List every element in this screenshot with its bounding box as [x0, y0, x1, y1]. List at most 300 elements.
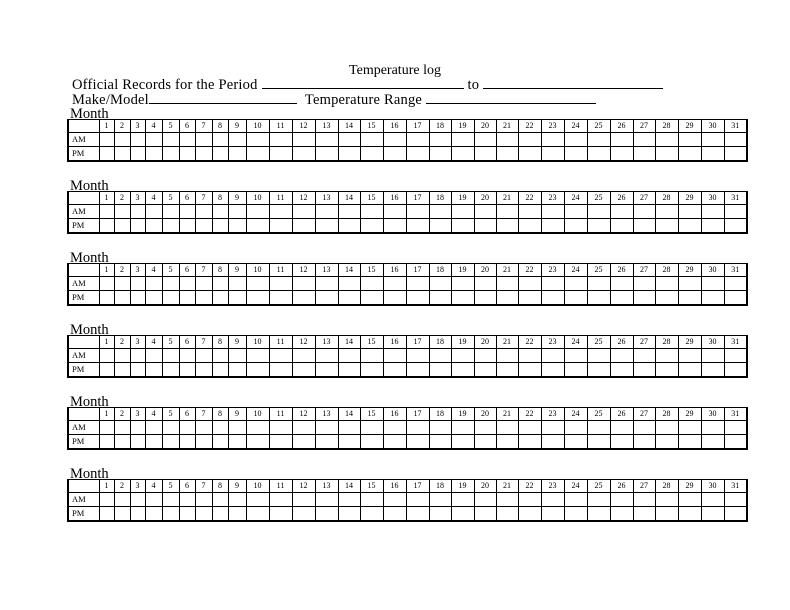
- temperature-entry-cell[interactable]: [496, 421, 518, 435]
- temperature-entry-cell[interactable]: [678, 277, 701, 291]
- temperature-entry-cell[interactable]: [610, 507, 633, 522]
- temperature-entry-cell[interactable]: [701, 205, 724, 219]
- temperature-entry-cell[interactable]: [610, 363, 633, 378]
- temperature-entry-cell[interactable]: [315, 349, 338, 363]
- temperature-entry-cell[interactable]: [195, 277, 212, 291]
- temperature-entry-cell[interactable]: [212, 205, 228, 219]
- temperature-entry-cell[interactable]: [496, 291, 518, 306]
- temperature-entry-cell[interactable]: [195, 349, 212, 363]
- temperature-entry-cell[interactable]: [99, 205, 114, 219]
- temperature-entry-cell[interactable]: [474, 421, 496, 435]
- temperature-entry-cell[interactable]: [269, 205, 292, 219]
- temperature-entry-cell[interactable]: [406, 147, 429, 162]
- temperature-entry-cell[interactable]: [292, 219, 315, 234]
- temperature-entry-cell[interactable]: [228, 147, 246, 162]
- temperature-entry-cell[interactable]: [701, 291, 724, 306]
- temperature-entry-cell[interactable]: [383, 147, 406, 162]
- temperature-entry-cell[interactable]: [179, 133, 195, 147]
- temperature-entry-cell[interactable]: [587, 421, 610, 435]
- temperature-entry-cell[interactable]: [610, 435, 633, 450]
- temperature-entry-cell[interactable]: [610, 291, 633, 306]
- temperature-entry-cell[interactable]: [246, 291, 269, 306]
- temperature-entry-cell[interactable]: [678, 205, 701, 219]
- temperature-entry-cell[interactable]: [541, 147, 564, 162]
- temperature-entry-cell[interactable]: [130, 277, 145, 291]
- temperature-entry-cell[interactable]: [179, 493, 195, 507]
- temperature-entry-cell[interactable]: [145, 133, 162, 147]
- temperature-entry-cell[interactable]: [338, 349, 360, 363]
- temperature-entry-cell[interactable]: [195, 205, 212, 219]
- temperature-entry-cell[interactable]: [518, 421, 541, 435]
- temperature-entry-cell[interactable]: [212, 291, 228, 306]
- temperature-entry-cell[interactable]: [655, 493, 678, 507]
- temperature-entry-cell[interactable]: [228, 435, 246, 450]
- temperature-entry-cell[interactable]: [655, 133, 678, 147]
- temperature-entry-cell[interactable]: [360, 421, 383, 435]
- temperature-entry-cell[interactable]: [564, 219, 587, 234]
- temperature-entry-cell[interactable]: [724, 435, 747, 450]
- temperature-entry-cell[interactable]: [179, 363, 195, 378]
- temperature-entry-cell[interactable]: [633, 291, 655, 306]
- temperature-entry-cell[interactable]: [451, 507, 474, 522]
- temperature-entry-cell[interactable]: [383, 349, 406, 363]
- temperature-entry-cell[interactable]: [724, 493, 747, 507]
- temperature-entry-cell[interactable]: [269, 435, 292, 450]
- temperature-entry-cell[interactable]: [338, 435, 360, 450]
- temperature-entry-cell[interactable]: [145, 219, 162, 234]
- temperature-entry-cell[interactable]: [246, 421, 269, 435]
- temperature-entry-cell[interactable]: [610, 277, 633, 291]
- temperature-entry-cell[interactable]: [429, 205, 451, 219]
- temperature-entry-cell[interactable]: [212, 349, 228, 363]
- temperature-entry-cell[interactable]: [338, 421, 360, 435]
- temperature-entry-cell[interactable]: [655, 219, 678, 234]
- temperature-entry-cell[interactable]: [633, 277, 655, 291]
- temperature-entry-cell[interactable]: [315, 147, 338, 162]
- temperature-entry-cell[interactable]: [315, 277, 338, 291]
- temperature-entry-cell[interactable]: [246, 219, 269, 234]
- temperature-entry-cell[interactable]: [360, 507, 383, 522]
- temperature-entry-cell[interactable]: [162, 363, 179, 378]
- temperature-entry-cell[interactable]: [406, 291, 429, 306]
- temperature-entry-cell[interactable]: [474, 493, 496, 507]
- temperature-entry-cell[interactable]: [246, 363, 269, 378]
- temperature-entry-cell[interactable]: [114, 349, 130, 363]
- temperature-entry-cell[interactable]: [655, 507, 678, 522]
- temperature-entry-cell[interactable]: [269, 363, 292, 378]
- period-start-field[interactable]: [262, 77, 464, 89]
- temperature-entry-cell[interactable]: [145, 291, 162, 306]
- temperature-entry-cell[interactable]: [228, 291, 246, 306]
- temperature-entry-cell[interactable]: [179, 435, 195, 450]
- temperature-entry-cell[interactable]: [564, 493, 587, 507]
- temperature-entry-cell[interactable]: [130, 507, 145, 522]
- temperature-entry-cell[interactable]: [195, 435, 212, 450]
- temperature-entry-cell[interactable]: [114, 219, 130, 234]
- temperature-entry-cell[interactable]: [145, 205, 162, 219]
- temperature-entry-cell[interactable]: [130, 363, 145, 378]
- temperature-entry-cell[interactable]: [678, 291, 701, 306]
- temperature-entry-cell[interactable]: [145, 421, 162, 435]
- temperature-entry-cell[interactable]: [179, 291, 195, 306]
- temperature-entry-cell[interactable]: [99, 291, 114, 306]
- temperature-entry-cell[interactable]: [633, 363, 655, 378]
- temperature-entry-cell[interactable]: [145, 435, 162, 450]
- temperature-entry-cell[interactable]: [678, 493, 701, 507]
- temperature-entry-cell[interactable]: [162, 205, 179, 219]
- temperature-entry-cell[interactable]: [338, 219, 360, 234]
- temperature-entry-cell[interactable]: [633, 219, 655, 234]
- temperature-entry-cell[interactable]: [474, 277, 496, 291]
- temperature-entry-cell[interactable]: [360, 277, 383, 291]
- temperature-entry-cell[interactable]: [518, 205, 541, 219]
- temperature-entry-cell[interactable]: [587, 349, 610, 363]
- temperature-entry-cell[interactable]: [114, 507, 130, 522]
- temperature-entry-cell[interactable]: [212, 277, 228, 291]
- temperature-entry-cell[interactable]: [315, 363, 338, 378]
- temperature-entry-cell[interactable]: [269, 493, 292, 507]
- temperature-entry-cell[interactable]: [701, 349, 724, 363]
- temperature-entry-cell[interactable]: [292, 277, 315, 291]
- temperature-entry-cell[interactable]: [212, 421, 228, 435]
- temperature-entry-cell[interactable]: [360, 493, 383, 507]
- temperature-entry-cell[interactable]: [162, 349, 179, 363]
- temperature-entry-cell[interactable]: [114, 205, 130, 219]
- temperature-entry-cell[interactable]: [179, 421, 195, 435]
- temperature-entry-cell[interactable]: [383, 493, 406, 507]
- temperature-entry-cell[interactable]: [633, 421, 655, 435]
- temperature-entry-cell[interactable]: [518, 219, 541, 234]
- temperature-entry-cell[interactable]: [518, 507, 541, 522]
- temperature-entry-cell[interactable]: [451, 349, 474, 363]
- temperature-entry-cell[interactable]: [99, 363, 114, 378]
- temperature-entry-cell[interactable]: [292, 421, 315, 435]
- temperature-entry-cell[interactable]: [315, 205, 338, 219]
- temperature-entry-cell[interactable]: [655, 291, 678, 306]
- temperature-entry-cell[interactable]: [383, 133, 406, 147]
- temperature-entry-cell[interactable]: [633, 493, 655, 507]
- temperature-entry-cell[interactable]: [315, 421, 338, 435]
- temperature-entry-cell[interactable]: [360, 435, 383, 450]
- temperature-entry-cell[interactable]: [678, 421, 701, 435]
- temperature-entry-cell[interactable]: [429, 435, 451, 450]
- temperature-entry-cell[interactable]: [474, 147, 496, 162]
- temperature-entry-cell[interactable]: [541, 349, 564, 363]
- temperature-entry-cell[interactable]: [99, 421, 114, 435]
- temperature-entry-cell[interactable]: [406, 133, 429, 147]
- temperature-entry-cell[interactable]: [130, 219, 145, 234]
- temperature-entry-cell[interactable]: [518, 435, 541, 450]
- temperature-entry-cell[interactable]: [518, 493, 541, 507]
- temperature-entry-cell[interactable]: [195, 507, 212, 522]
- temperature-entry-cell[interactable]: [99, 507, 114, 522]
- temperature-entry-cell[interactable]: [610, 219, 633, 234]
- temperature-entry-cell[interactable]: [145, 363, 162, 378]
- temperature-entry-cell[interactable]: [338, 493, 360, 507]
- temperature-entry-cell[interactable]: [145, 349, 162, 363]
- temperature-entry-cell[interactable]: [269, 507, 292, 522]
- temperature-entry-cell[interactable]: [145, 147, 162, 162]
- temperature-entry-cell[interactable]: [724, 349, 747, 363]
- temperature-entry-cell[interactable]: [451, 421, 474, 435]
- temperature-entry-cell[interactable]: [474, 205, 496, 219]
- temperature-entry-cell[interactable]: [315, 219, 338, 234]
- temperature-entry-cell[interactable]: [162, 291, 179, 306]
- temperature-entry-cell[interactable]: [406, 277, 429, 291]
- temperature-entry-cell[interactable]: [315, 435, 338, 450]
- temperature-entry-cell[interactable]: [429, 349, 451, 363]
- temperature-entry-cell[interactable]: [292, 507, 315, 522]
- temperature-entry-cell[interactable]: [429, 507, 451, 522]
- temperature-entry-cell[interactable]: [383, 363, 406, 378]
- temperature-entry-cell[interactable]: [518, 133, 541, 147]
- temperature-entry-cell[interactable]: [130, 291, 145, 306]
- temperature-entry-cell[interactable]: [228, 507, 246, 522]
- temperature-entry-cell[interactable]: [315, 133, 338, 147]
- temperature-entry-cell[interactable]: [406, 421, 429, 435]
- temperature-entry-cell[interactable]: [587, 435, 610, 450]
- temperature-entry-cell[interactable]: [212, 493, 228, 507]
- temperature-entry-cell[interactable]: [564, 147, 587, 162]
- temperature-entry-cell[interactable]: [678, 435, 701, 450]
- temperature-entry-cell[interactable]: [195, 421, 212, 435]
- temperature-entry-cell[interactable]: [496, 205, 518, 219]
- temperature-entry-cell[interactable]: [292, 363, 315, 378]
- temperature-entry-cell[interactable]: [724, 291, 747, 306]
- temperature-entry-cell[interactable]: [474, 291, 496, 306]
- temperature-entry-cell[interactable]: [701, 219, 724, 234]
- temperature-entry-cell[interactable]: [292, 349, 315, 363]
- temperature-entry-cell[interactable]: [587, 277, 610, 291]
- temperature-entry-cell[interactable]: [228, 363, 246, 378]
- temperature-entry-cell[interactable]: [541, 363, 564, 378]
- temperature-entry-cell[interactable]: [383, 435, 406, 450]
- temperature-entry-cell[interactable]: [451, 147, 474, 162]
- temperature-entry-cell[interactable]: [678, 133, 701, 147]
- temperature-entry-cell[interactable]: [360, 147, 383, 162]
- temperature-entry-cell[interactable]: [99, 349, 114, 363]
- temperature-entry-cell[interactable]: [383, 277, 406, 291]
- temperature-entry-cell[interactable]: [678, 219, 701, 234]
- temperature-entry-cell[interactable]: [406, 349, 429, 363]
- temperature-entry-cell[interactable]: [360, 133, 383, 147]
- temperature-entry-cell[interactable]: [179, 205, 195, 219]
- temperature-entry-cell[interactable]: [212, 147, 228, 162]
- temperature-entry-cell[interactable]: [655, 147, 678, 162]
- temperature-entry-cell[interactable]: [587, 133, 610, 147]
- temperature-entry-cell[interactable]: [474, 435, 496, 450]
- temperature-entry-cell[interactable]: [564, 291, 587, 306]
- temperature-entry-cell[interactable]: [518, 147, 541, 162]
- temperature-entry-cell[interactable]: [228, 421, 246, 435]
- temperature-entry-cell[interactable]: [195, 219, 212, 234]
- temperature-entry-cell[interactable]: [338, 507, 360, 522]
- temperature-entry-cell[interactable]: [269, 219, 292, 234]
- temperature-entry-cell[interactable]: [292, 291, 315, 306]
- temperature-entry-cell[interactable]: [610, 493, 633, 507]
- temperature-entry-cell[interactable]: [114, 435, 130, 450]
- temperature-entry-cell[interactable]: [406, 205, 429, 219]
- temperature-entry-cell[interactable]: [610, 421, 633, 435]
- temperature-entry-cell[interactable]: [179, 147, 195, 162]
- temperature-entry-cell[interactable]: [518, 349, 541, 363]
- temperature-entry-cell[interactable]: [655, 363, 678, 378]
- temperature-entry-cell[interactable]: [292, 435, 315, 450]
- temperature-entry-cell[interactable]: [114, 277, 130, 291]
- temperature-entry-cell[interactable]: [610, 133, 633, 147]
- temperature-entry-cell[interactable]: [496, 435, 518, 450]
- temperature-entry-cell[interactable]: [564, 507, 587, 522]
- temperature-entry-cell[interactable]: [315, 291, 338, 306]
- temperature-entry-cell[interactable]: [496, 277, 518, 291]
- temperature-entry-cell[interactable]: [383, 507, 406, 522]
- temperature-entry-cell[interactable]: [518, 291, 541, 306]
- temperature-entry-cell[interactable]: [564, 277, 587, 291]
- temperature-entry-cell[interactable]: [655, 205, 678, 219]
- temperature-entry-cell[interactable]: [246, 147, 269, 162]
- temperature-entry-cell[interactable]: [701, 363, 724, 378]
- temperature-entry-cell[interactable]: [496, 349, 518, 363]
- temperature-entry-cell[interactable]: [496, 147, 518, 162]
- temperature-entry-cell[interactable]: [212, 219, 228, 234]
- temperature-entry-cell[interactable]: [429, 421, 451, 435]
- temperature-entry-cell[interactable]: [246, 205, 269, 219]
- temperature-entry-cell[interactable]: [451, 291, 474, 306]
- temperature-entry-cell[interactable]: [587, 291, 610, 306]
- temperature-entry-cell[interactable]: [587, 219, 610, 234]
- temperature-entry-cell[interactable]: [406, 435, 429, 450]
- temperature-entry-cell[interactable]: [406, 507, 429, 522]
- temperature-entry-cell[interactable]: [701, 507, 724, 522]
- temperature-entry-cell[interactable]: [474, 133, 496, 147]
- temperature-entry-cell[interactable]: [429, 219, 451, 234]
- temperature-entry-cell[interactable]: [269, 349, 292, 363]
- period-end-field[interactable]: [483, 77, 663, 89]
- temperature-entry-cell[interactable]: [451, 435, 474, 450]
- temperature-entry-cell[interactable]: [145, 277, 162, 291]
- temperature-entry-cell[interactable]: [564, 349, 587, 363]
- temperature-entry-cell[interactable]: [633, 435, 655, 450]
- temperature-entry-cell[interactable]: [678, 363, 701, 378]
- temperature-entry-cell[interactable]: [292, 205, 315, 219]
- temperature-entry-cell[interactable]: [269, 147, 292, 162]
- temperature-entry-cell[interactable]: [383, 421, 406, 435]
- temperature-entry-cell[interactable]: [338, 291, 360, 306]
- temperature-entry-cell[interactable]: [496, 493, 518, 507]
- temperature-entry-cell[interactable]: [541, 421, 564, 435]
- temperature-entry-cell[interactable]: [724, 147, 747, 162]
- temperature-entry-cell[interactable]: [541, 493, 564, 507]
- temperature-entry-cell[interactable]: [195, 493, 212, 507]
- temperature-entry-cell[interactable]: [701, 435, 724, 450]
- temperature-entry-cell[interactable]: [360, 349, 383, 363]
- temperature-entry-cell[interactable]: [383, 219, 406, 234]
- temperature-entry-cell[interactable]: [701, 133, 724, 147]
- temperature-entry-cell[interactable]: [246, 133, 269, 147]
- temperature-entry-cell[interactable]: [179, 277, 195, 291]
- temperature-entry-cell[interactable]: [269, 291, 292, 306]
- temperature-entry-cell[interactable]: [610, 205, 633, 219]
- temperature-entry-cell[interactable]: [429, 493, 451, 507]
- temperature-entry-cell[interactable]: [429, 147, 451, 162]
- temperature-entry-cell[interactable]: [228, 133, 246, 147]
- temperature-entry-cell[interactable]: [564, 435, 587, 450]
- make-model-field[interactable]: [149, 92, 297, 104]
- temperature-entry-cell[interactable]: [655, 421, 678, 435]
- temperature-entry-cell[interactable]: [724, 507, 747, 522]
- temperature-entry-cell[interactable]: [451, 205, 474, 219]
- temperature-entry-cell[interactable]: [228, 277, 246, 291]
- temperature-entry-cell[interactable]: [338, 363, 360, 378]
- temperature-entry-cell[interactable]: [212, 507, 228, 522]
- temperature-entry-cell[interactable]: [162, 435, 179, 450]
- temperature-entry-cell[interactable]: [451, 493, 474, 507]
- temperature-entry-cell[interactable]: [130, 349, 145, 363]
- temperature-entry-cell[interactable]: [212, 133, 228, 147]
- temperature-entry-cell[interactable]: [162, 421, 179, 435]
- temperature-entry-cell[interactable]: [429, 291, 451, 306]
- temperature-entry-cell[interactable]: [474, 507, 496, 522]
- temperature-entry-cell[interactable]: [474, 219, 496, 234]
- temperature-entry-cell[interactable]: [292, 133, 315, 147]
- temperature-entry-cell[interactable]: [360, 291, 383, 306]
- temperature-entry-cell[interactable]: [360, 219, 383, 234]
- temperature-entry-cell[interactable]: [496, 363, 518, 378]
- temperature-entry-cell[interactable]: [246, 277, 269, 291]
- temperature-entry-cell[interactable]: [541, 133, 564, 147]
- temperature-entry-cell[interactable]: [130, 493, 145, 507]
- temperature-entry-cell[interactable]: [633, 507, 655, 522]
- temperature-entry-cell[interactable]: [114, 147, 130, 162]
- temperature-entry-cell[interactable]: [724, 133, 747, 147]
- temperature-entry-cell[interactable]: [633, 147, 655, 162]
- temperature-entry-cell[interactable]: [246, 349, 269, 363]
- temperature-entry-cell[interactable]: [145, 507, 162, 522]
- temperature-entry-cell[interactable]: [228, 219, 246, 234]
- temperature-entry-cell[interactable]: [587, 493, 610, 507]
- temperature-entry-cell[interactable]: [724, 363, 747, 378]
- temperature-entry-cell[interactable]: [541, 435, 564, 450]
- temperature-entry-cell[interactable]: [724, 205, 747, 219]
- temperature-entry-cell[interactable]: [633, 133, 655, 147]
- temperature-entry-cell[interactable]: [269, 277, 292, 291]
- temperature-entry-cell[interactable]: [429, 363, 451, 378]
- temperature-entry-cell[interactable]: [99, 493, 114, 507]
- temperature-entry-cell[interactable]: [162, 133, 179, 147]
- temperature-entry-cell[interactable]: [564, 421, 587, 435]
- temperature-entry-cell[interactable]: [246, 507, 269, 522]
- temperature-entry-cell[interactable]: [130, 147, 145, 162]
- temperature-entry-cell[interactable]: [451, 133, 474, 147]
- temperature-entry-cell[interactable]: [518, 363, 541, 378]
- temperature-entry-cell[interactable]: [587, 205, 610, 219]
- temperature-entry-cell[interactable]: [162, 147, 179, 162]
- temperature-entry-cell[interactable]: [162, 277, 179, 291]
- temperature-entry-cell[interactable]: [114, 133, 130, 147]
- temperature-entry-cell[interactable]: [360, 363, 383, 378]
- temperature-entry-cell[interactable]: [99, 435, 114, 450]
- temperature-entry-cell[interactable]: [99, 277, 114, 291]
- temperature-entry-cell[interactable]: [130, 435, 145, 450]
- temperature-entry-cell[interactable]: [451, 219, 474, 234]
- temperature-entry-cell[interactable]: [518, 277, 541, 291]
- temperature-entry-cell[interactable]: [587, 507, 610, 522]
- temperature-entry-cell[interactable]: [541, 291, 564, 306]
- temperature-entry-cell[interactable]: [655, 277, 678, 291]
- temperature-entry-cell[interactable]: [701, 277, 724, 291]
- temperature-entry-cell[interactable]: [162, 219, 179, 234]
- temperature-entry-cell[interactable]: [496, 133, 518, 147]
